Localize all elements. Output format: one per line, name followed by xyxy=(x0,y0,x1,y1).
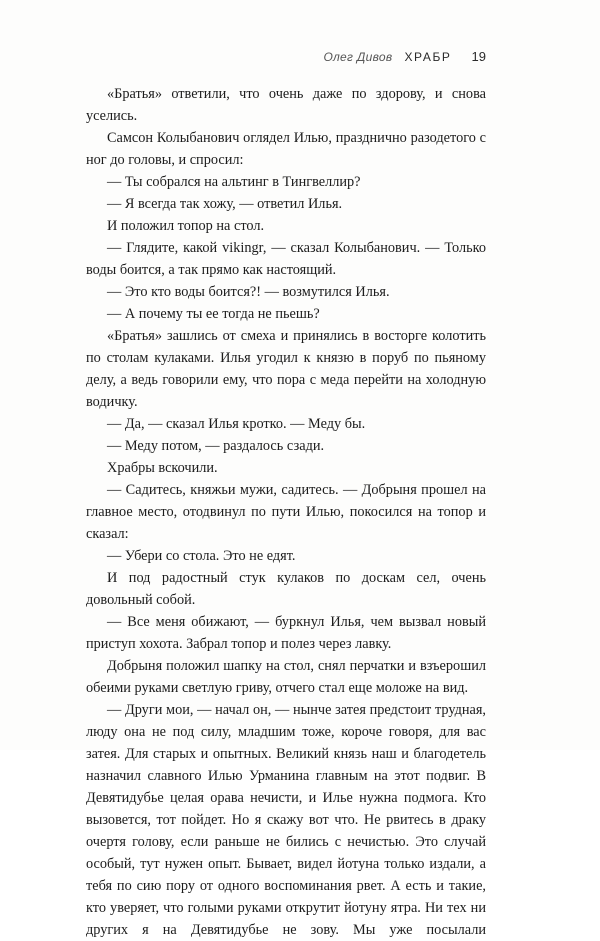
paragraph: Добрыня положил шапку на стол, снял перчатки и взъерошил обеими руками светлую гриву, отчего стал еще моложе на вид. xyxy=(86,658,486,696)
running-head-author: Олег Дивов xyxy=(323,50,393,64)
paragraph: «Братья» зашлись от смеха и принялись в восторге колотить по столам кулаками. Илья угодил к князю в поруб по пьяному делу, а ведь говорили ему, что пора с меда перейти на холодную водичку. xyxy=(86,328,486,410)
paragraph: — Все меня обижают, — буркнул Илья, чем вызвал новый приступ хохота. Забрал топор и полез через лавку. xyxy=(86,614,486,652)
paragraph: — Глядите, какой vikingr, — сказал Колыбанович. — Только воды боится, а так прямо как настоящий. xyxy=(86,240,486,278)
paragraph: И положил топор на стол. xyxy=(107,218,265,234)
paragraph: — А почему ты ее тогда не пьешь? xyxy=(107,306,320,322)
paragraph: — Садитесь, княжьи мужи, садитесь. — Добрыня прошел на главное место, отодвинул по пути Илью, покосился на топор и сказал: xyxy=(86,482,486,542)
paragraph: — Други мои, — начал он, — нынче затея предстоит трудная, люду она не под силу, младшим тоже, короче говоря, для вас затея. Для старых и опытных. Великий князь наш и благодетель назначил славного Илью Урманина главным на этот подвиг. В Девятидубье целая орава нечисти, и Илье нужна подмога. Кто вызовется, тот пойдет. Но я скажу вот что. Не рвитесь в драку очертя голову, если раньше не бились с нечистью. Это случай особый, тут нужен опыт. Бывает, видел йотуна только издали, а тебя по сию пору от одного воспоминания рвет. А есть и такие, кто уверяет, что голыми руками открутит йотуну ятра. Ни тех ни других я на Девятидубье не зову. Мы уже посылали xyxy=(86,702,486,938)
paragraph: «Братья» ответили, что очень даже по здорову, и снова уселись. xyxy=(86,86,486,124)
paragraph: — Я всегда так хожу, — ответил Илья. xyxy=(107,196,343,212)
paragraph: — Это кто воды боится?! — возмутился Илья. xyxy=(107,284,390,300)
running-head xyxy=(323,49,486,64)
paragraph: — Ты собрался на альтинг в Тингвеллир? xyxy=(107,174,361,190)
page-number: 19 xyxy=(471,49,486,64)
paragraph: Самсон Колыбанович оглядел Илью, празднично разодетого с ног до головы, и спросил: xyxy=(86,130,486,168)
paragraph: И под радостный стук кулаков по доскам сел, очень довольный собой. xyxy=(86,570,486,608)
running-head-title: ХРАБР xyxy=(404,50,452,64)
paragraph: — Да, — сказал Илья кротко. — Меду бы. xyxy=(107,416,366,432)
body-text xyxy=(86,83,486,941)
paragraph: — Убери со стола. Это не едят. xyxy=(107,548,296,564)
paragraph: — Меду потом, — раздалось сзади. xyxy=(107,438,325,454)
paragraph: Храбры вскочили. xyxy=(107,460,218,476)
